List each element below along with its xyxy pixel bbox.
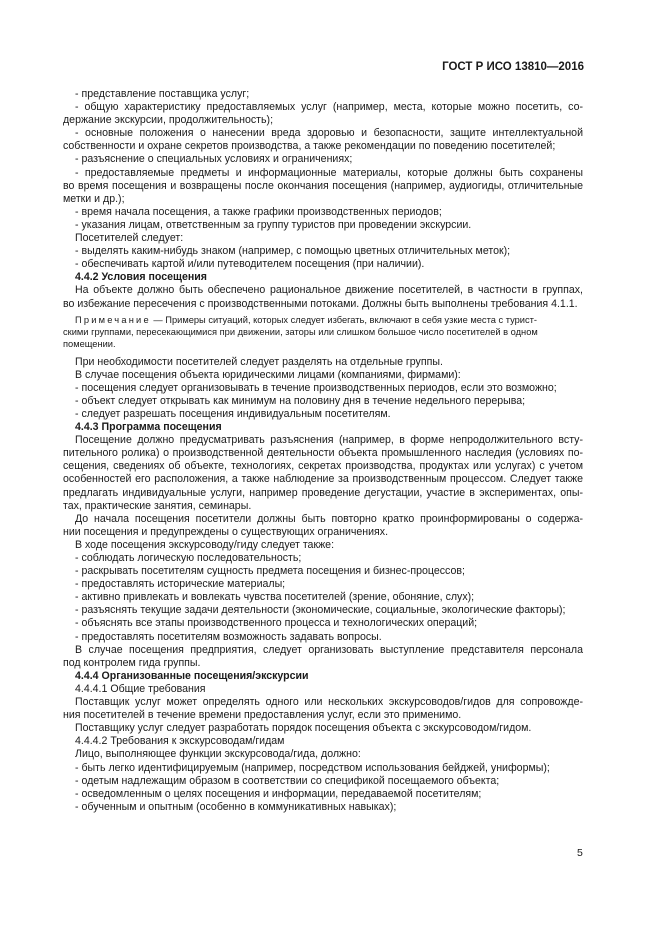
document-header: ГОСТ Р ИСО 13810—2016 (442, 61, 584, 73)
text-line: 4.4.4.2 Требования к экскурсоводам/гидам (75, 735, 285, 748)
page-number: 5 (577, 847, 583, 859)
text-line: ния посетителей в течение времени предоставления услуг, если это применимо. (63, 709, 462, 722)
text-line: В случае посещения предприятия, следует организовать выступление представителя персонала (75, 643, 583, 656)
text-line: - предоставлять посетителям возможность задавать вопросы. (75, 630, 382, 643)
text-line: - время начала посещения, а также графики производственных периодов; (75, 205, 442, 218)
text-line: - одетым надлежащим образом в соответствии со спецификой посещаемого объекта; (75, 774, 500, 787)
text-line: - активно привлекать и вовлекать чувства посетителей (зрение, обоняние, слух); (75, 591, 475, 604)
text-line: - предоставляемые предметы и информационные материалы, которые должны быть сохранены (75, 166, 583, 179)
text-line: - разъяснение о специальных условиях и ограничениях; (75, 153, 353, 166)
note (63, 314, 583, 350)
text-line: пительного ролика) о производственной деятельности объекта промышленного наследия (условиях по- (63, 447, 583, 460)
text-line: - раскрывать посетителям сущность предмета посещения и бизнес-процессов; (75, 565, 465, 578)
text-line: сещения, сведениях об объекте, технологиях, секретах производства, продуктах или услугах) с учетом (63, 460, 583, 473)
note-cont-1: скими группами, пересекающимися при движении, заторы или слишком большое число посетителей в одном (63, 326, 538, 337)
text-line: - предоставлять исторические материалы; (75, 578, 286, 591)
text-line: - разъяснять текущие задачи деятельности (экономические, социальные, экологические факторы); (75, 604, 566, 617)
text-line: тах, практические занятия, семинары. (63, 499, 252, 512)
text-line: метки и др.); (63, 192, 125, 205)
text-line: под контролем гида группы. (63, 656, 201, 669)
text-line: - выделять каким-нибудь знаком (например, с помощью цветных отличительных меток); (75, 245, 511, 258)
text-line: нии посещения и предупреждены о существующих ограничениях. (63, 525, 389, 538)
text-line: - общую характеристику предоставляемых услуг (например, места, которые можно посетить, со- (75, 101, 583, 114)
text-line: особенностей его расположения, а также наблюдение за производственным процессом. Следует также (63, 473, 583, 486)
text-line: - осведомленным о целях посещения и информации, передаваемой посетителям; (75, 787, 482, 800)
text-line: - соблюдать логическую последовательность; (75, 552, 302, 564)
text-line: Посещение должно предусматривать разъяснения (например, в форме непродолжительного всту- (75, 434, 583, 447)
text-line: 4.4.4.1 Общие требования (75, 682, 206, 695)
text-line: - обеспечивать картой и/или путеводителем посещения (при наличии). (75, 258, 425, 271)
text-line: На объекте должно быть обеспечено рациональное движение посетителей, в частности в группах, (75, 284, 583, 297)
text-line: держание экскурсии, продолжительность); (63, 114, 274, 127)
text-line: во время посещения и возвращены после окончания посещения (например, аудиогиды, отличительные (63, 179, 583, 192)
text-line: - объект следует открывать как минимум на половину дня в течение недельного перерыва; (75, 394, 526, 407)
text-block-2 (63, 356, 583, 814)
text-block-1 (63, 88, 583, 311)
text-line: - указания лицам, ответственным за группу туристов при проведении экскурсии. (75, 218, 472, 231)
text-line: собственности и охране секретов производства, а также рекомендации по поведению посетителей; (63, 140, 556, 153)
text-line: - следует разрешать посещения индивидуальным посетителям. (75, 407, 391, 420)
text-line: - посещения следует организовывать в течение производственных периодов, если это возможно; (75, 381, 557, 394)
text-line: - быть легко идентифицируемым (например, посредством использования бейджей, униформы); (75, 761, 550, 774)
section-heading: 4.4.2 Условия посещения (75, 271, 207, 284)
text-line: во избежание пересечения с производственными потоками. Должны быть выполнены требования 4.1.1. (63, 297, 578, 310)
text-line: До начала посещения посетители должны быть повторно кратко проинформированы о содержа- (75, 512, 583, 525)
text-line: - объяснять все этапы производственного процесса и технологических операций; (75, 617, 478, 630)
text-line: В случае посещения объекта юридическими лицами (компаниями, фирмами): (75, 368, 461, 381)
text-line: предлагать индивидуальные услуги, например проведение дегустации, участие в экспериментах, опы- (63, 486, 583, 499)
text-line: Посетителей следует: (75, 232, 184, 245)
text-line: Поставщику услуг следует разработать порядок посещения объекта с экскурсоводом/гидом. (75, 722, 532, 735)
text-line: В ходе посещения экскурсоводу/гиду следует также: (75, 538, 335, 551)
text-line: Поставщик услуг может определять одного или нескольких экскурсоводов/гидов для сопровожде- (75, 696, 583, 709)
note-text: — Примеры ситуаций, которых следует избегать, включают в себя узкие места с турист- (150, 314, 537, 325)
note-cont-2: помещении. (63, 338, 116, 349)
text-line: При необходимости посетителей следует разделять на отдельные группы. (75, 355, 443, 368)
section-heading: 4.4.3 Программа посещения (75, 421, 222, 434)
text-line: - обученным и опытным (особенно в коммуникативных навыках); (75, 800, 397, 813)
section-heading: 4.4.4 Организованные посещения/экскурсии (75, 669, 309, 682)
text-line: Лицо, выполняющее функции экскурсовода/гида, должно: (75, 748, 361, 761)
document-body (63, 88, 583, 814)
text-line: - представление поставщика услуг; (75, 88, 250, 100)
note-label: Примечание (75, 314, 151, 325)
text-line: - основные положения о нанесении вреда здоровью и безопасности, защите интеллектуальной (75, 127, 583, 140)
